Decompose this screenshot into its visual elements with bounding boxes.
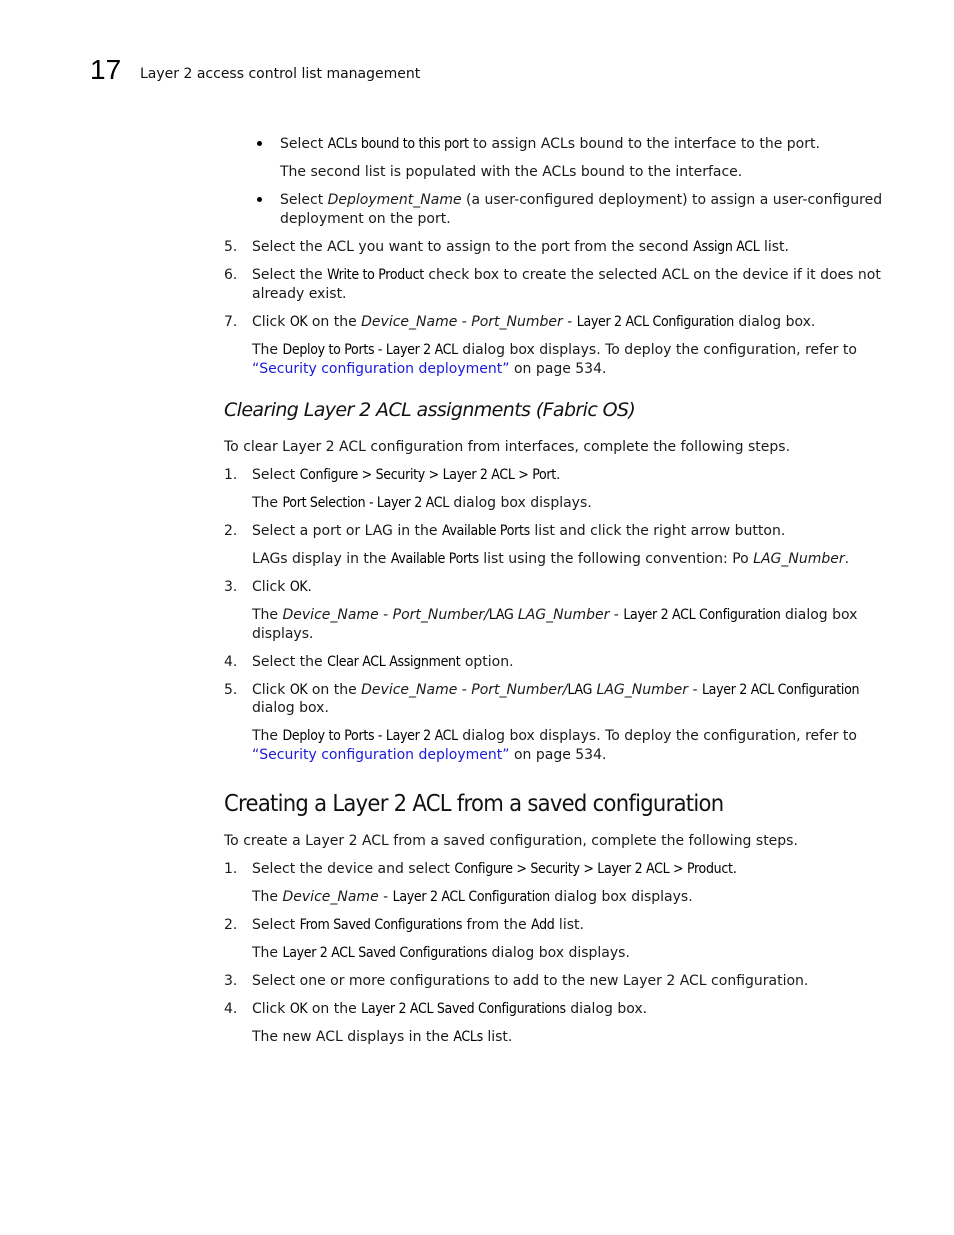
step-number: 5. (224, 239, 238, 255)
bullet-icon (257, 141, 262, 146)
step-note: The Deploy to Ports - Layer 2 ACL dialog box displays. To deploy the configuration, refer to (252, 728, 857, 744)
step-text: Select the Write to Product check box to create the selected ACL on the device if it does not (252, 267, 881, 283)
bullet-deployment-cont: deployment on the port. (280, 211, 451, 227)
step-note-cont: displays. (252, 626, 314, 642)
section-heading: Clearing Layer 2 ACL assignments (Fabric OS) (224, 399, 636, 421)
step-text: Click OK on the Device_Name - Port_Number - Layer 2 ACL Configuration dialog box. (252, 314, 816, 330)
step-number: 3. (224, 973, 238, 989)
step-text: Click OK on the Layer 2 ACL Saved Configurations dialog box. (252, 1001, 648, 1017)
step-text: Select a port or LAG in the Available Ports list and click the right arrow button. (252, 523, 786, 539)
step-text: Select one or more configurations to add to the new Layer 2 ACL configuration. (252, 973, 809, 989)
step-number: 4. (224, 654, 238, 670)
step-text: Select the ACL you want to assign to the port from the second Assign ACL list. (252, 239, 789, 255)
step-number: 7. (224, 314, 238, 330)
step-note-cont: “Security configuration deployment” on page 534. (252, 361, 607, 377)
step-number: 1. (224, 861, 238, 877)
step-number: 5. (224, 682, 238, 698)
bullet-deployment: Select Deployment_Name (a user-configured deployment) to assign a user-configured (280, 192, 883, 208)
bullet-note: The second list is populated with the ACLs bound to the interface. (280, 164, 743, 180)
section-intro: To clear Layer 2 ACL configuration from interfaces, complete the following steps. (224, 439, 791, 455)
step-number: 2. (224, 917, 238, 933)
step-text-cont: already exist. (252, 286, 347, 302)
step-note: The new ACL displays in the ACLs list. (252, 1029, 513, 1045)
step-text: Click OK. (252, 579, 312, 595)
step-text: Select From Saved Configurations from the Add list. (252, 917, 584, 933)
step-text: Select Configure > Security > Layer 2 ACL > Port. (252, 467, 561, 483)
step-number: 4. (224, 1001, 238, 1017)
step-number: 3. (224, 579, 238, 595)
bullet-icon (257, 197, 262, 202)
step-note-cont: “Security configuration deployment” on page 534. (252, 747, 607, 763)
security-deployment-link[interactable]: “Security configuration deployment” (252, 747, 510, 763)
step-text-cont: dialog box. (252, 700, 329, 716)
section-heading: Creating a Layer 2 ACL from a saved configuration (224, 791, 724, 817)
step-number: 1. (224, 467, 238, 483)
security-deployment-link[interactable]: “Security configuration deployment” (252, 361, 510, 377)
chapter-number: 17 (90, 54, 122, 85)
section-intro: To create a Layer 2 ACL from a saved configuration, complete the following steps. (224, 833, 798, 849)
step-note: The Port Selection - Layer 2 ACL dialog box displays. (252, 495, 592, 511)
step-text: Click OK on the Device_Name - Port_Number/LAG LAG_Number - Layer 2 ACL Configuration (252, 682, 860, 698)
step-note: The Device_Name - Port_Number/LAG LAG_Number - Layer 2 ACL Configuration dialog box (252, 607, 858, 623)
step-text: Select the Clear ACL Assignment option. (252, 654, 514, 670)
step-text: Select the device and select Configure > Security > Layer 2 ACL > Product. (252, 861, 738, 877)
step-note: The Device_Name - Layer 2 ACL Configuration dialog box displays. (252, 889, 693, 905)
chapter-title: Layer 2 access control list management (140, 66, 421, 82)
step-number: 2. (224, 523, 238, 539)
step-note: LAGs display in the Available Ports list using the following convention: Po LAG_Number. (252, 551, 850, 567)
bullet-acls-bound: Select ACLs bound to this port to assign ACLs bound to the interface to the port. (280, 136, 820, 152)
step-note: The Deploy to Ports - Layer 2 ACL dialog box displays. To deploy the configuration, refer to (252, 342, 857, 358)
step-note: The Layer 2 ACL Saved Configurations dialog box displays. (252, 945, 630, 961)
step-number: 6. (224, 267, 238, 283)
